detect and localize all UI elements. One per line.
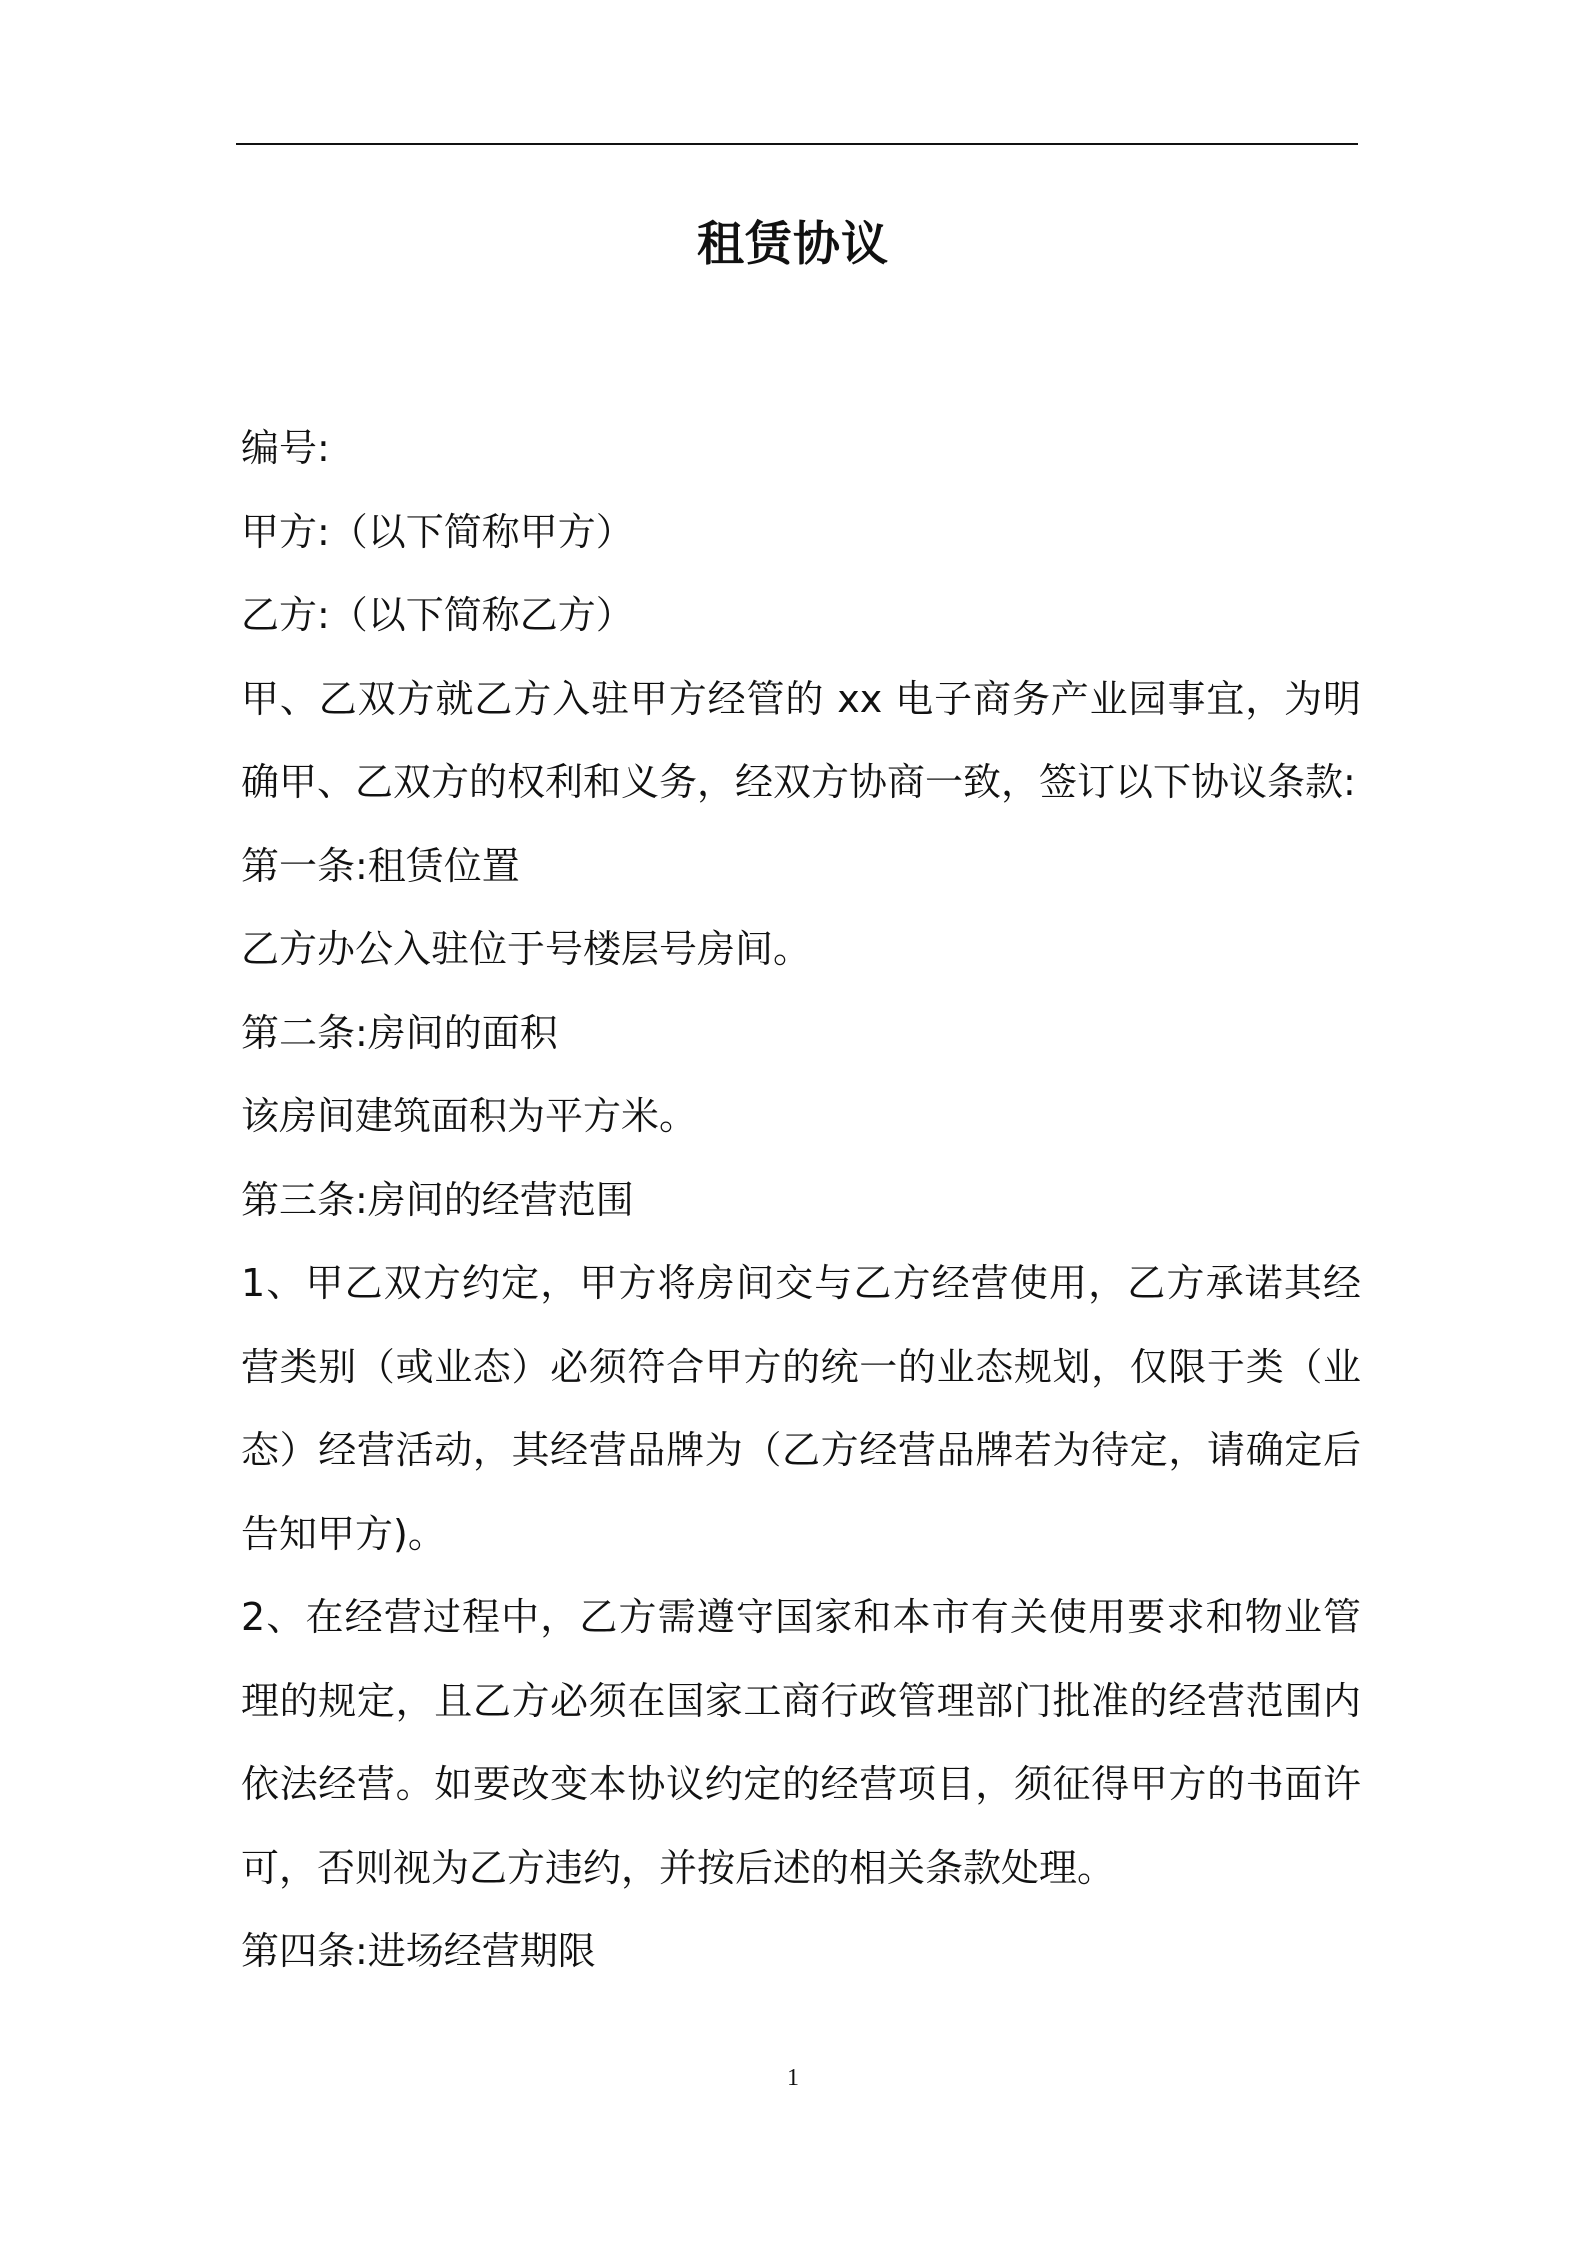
article-1-heading: 第一条:租赁位置 [241,843,520,888]
article-3-clause-2: 2、在经营过程中，乙方需遵守国家和本市有关使用要求和物业管理的规定，且乙方必须在国家工商行政管理部门批准的经营范围内依法经营。如要改变本协议约定的经营项目，须征得甲方的书面许可，否则视为乙方违约，并按后述的相关条款处理。 [241,1595,1361,1890]
contract-number-line: 编号: [241,426,330,470]
article-3-clause-1: 1、甲乙双方约定，甲方将房间交与乙方经营使用，乙方承诺其经营类别（或业态）必须符合甲方的统一的业态规划，仅限于类（业态）经营活动，其经营品牌为（乙方经营品牌若为待定，请确定后告知甲方)。 [241,1261,1361,1556]
article-3-heading: 第三条:房间的经营范围 [241,1177,634,1222]
page-number: 1 [787,2065,799,2091]
article-2-heading: 第二条:房间的面积 [241,1010,558,1055]
document-body [241,407,1361,1994]
article-4-heading: 第四条:进场经营期限 [241,1929,596,1973]
preamble-paragraph: 甲、乙双方就乙方入驻甲方经管的 xx 电子商务产业园事宜，为明确甲、乙双方的权利和义务，经双方协商一致，签订以下协议条款: [241,676,1361,804]
party-b-line: 乙方:（以下简称乙方） [241,593,634,637]
party-a-line: 甲方:（以下简称甲方） [241,509,634,554]
header-rule [236,143,1358,145]
document-title: 租赁协议 [697,217,889,272]
article-2-text: 该房间建筑面积为平方米。 [241,1094,698,1138]
article-1-text: 乙方办公入驻位于号楼层号房间。 [241,927,812,971]
